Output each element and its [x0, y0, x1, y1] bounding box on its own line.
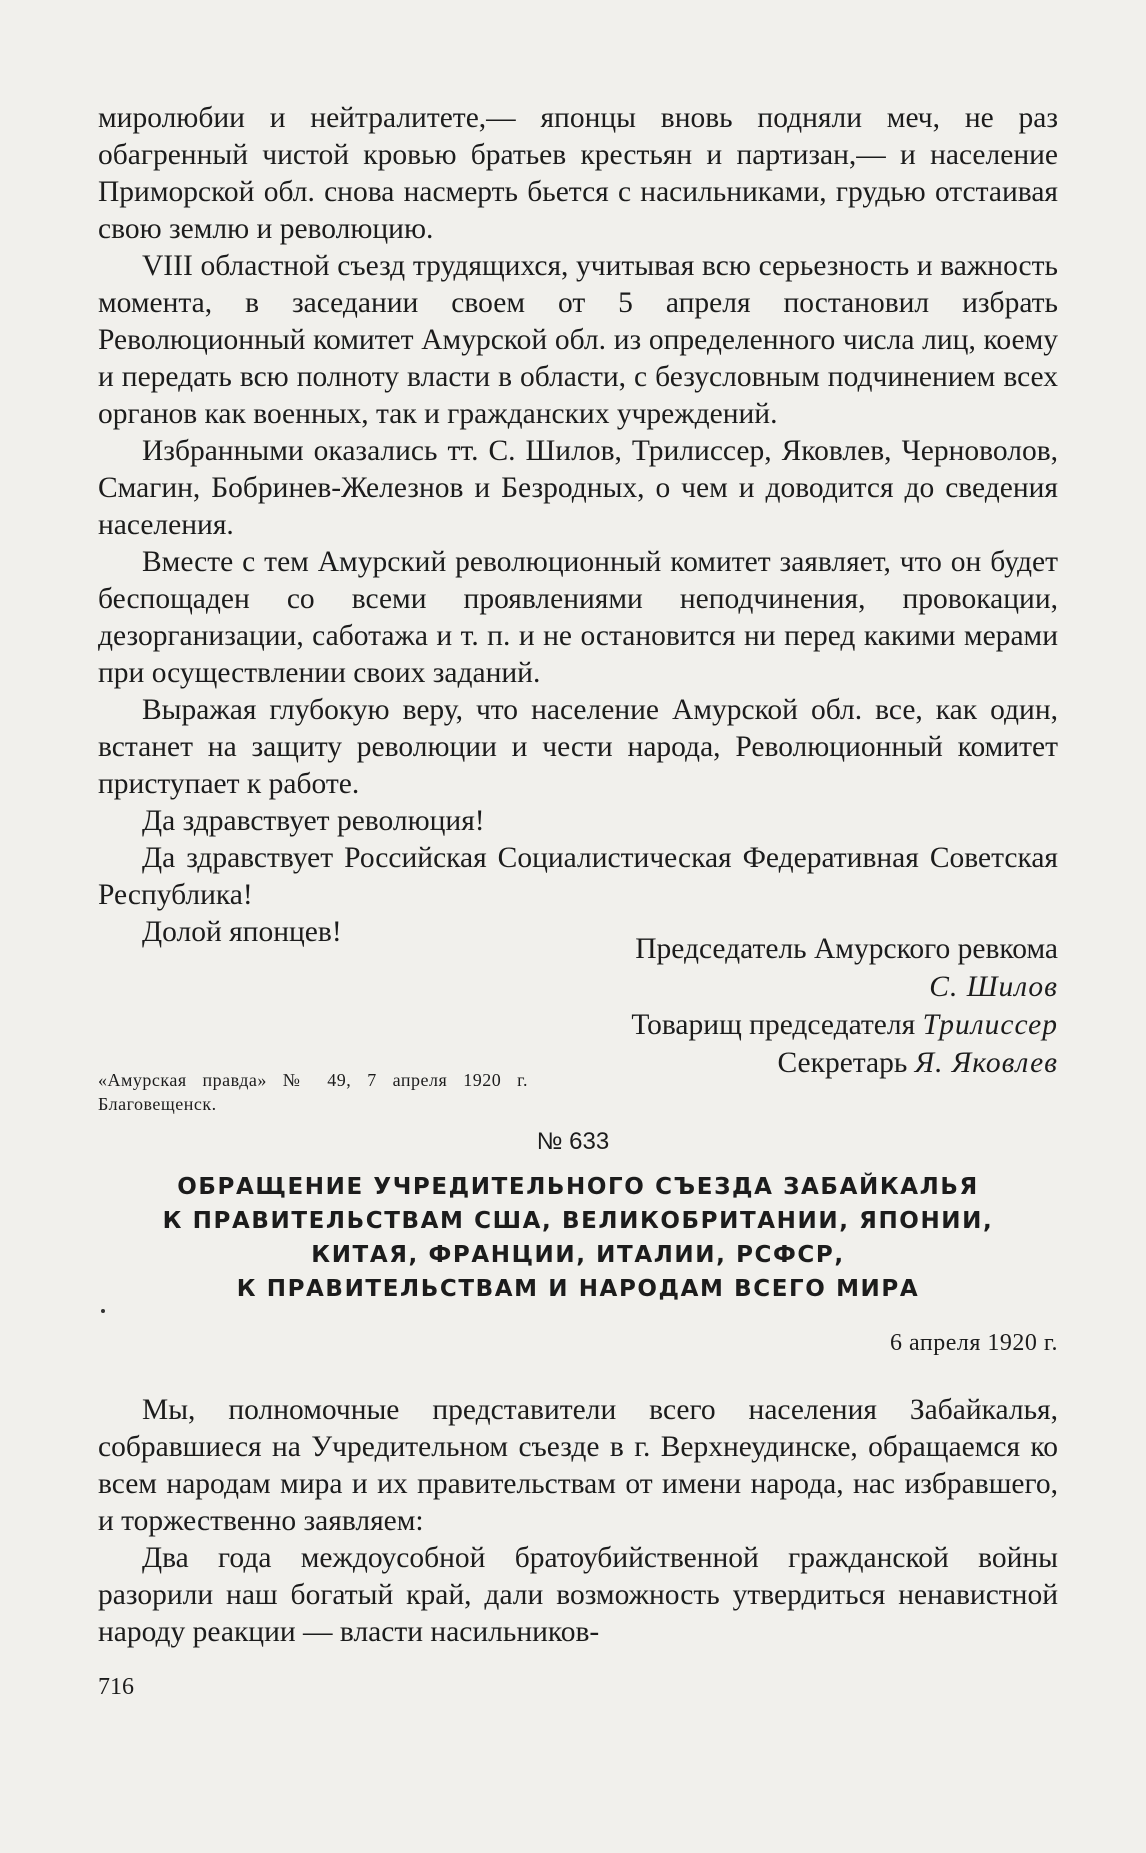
- appeal-body: [98, 1392, 1058, 1651]
- document-date: 6 апреля 1920 г.: [890, 1330, 1058, 1356]
- document-number: № 633: [536, 1128, 610, 1155]
- signature-deputy: [631, 1006, 1058, 1044]
- paragraph-committee-warning: Вместе с тем Амурский революционный комитет заявляет, что он будет беспощаден со всеми проявлениями неподчинения, провокации, дезорганизации, саботажа и т. п. и не остановится ни перед какими мерами при осуществлении своих заданий.: [98, 546, 1058, 689]
- page-number: 716: [98, 1674, 134, 1700]
- heading-line-4: К ПРАВИТЕЛЬСТВАМ И НАРОДАМ ВСЕГО МИРА: [236, 1276, 920, 1302]
- signature-chairman-name-text: С. Шилов: [929, 971, 1058, 1003]
- paragraph-elected-members: Избранными оказались тт. С. Шилов, Трилиссер, Яковлев, Черноволов, Смагин, Бобринев-Железнов и Безродных, о чем и доводится до сведения населения.: [98, 435, 1058, 541]
- slogan-down-japanese: Долой японцев!: [142, 916, 342, 948]
- print-speck: [101, 1309, 105, 1313]
- signature-deputy-title: Товарищ председателя: [631, 1009, 916, 1041]
- signature-secretary: [631, 1044, 1058, 1082]
- slogan-rsfsr: Да здравствует Российская Социалистическая Федеративная Советская Республика!: [98, 842, 1058, 911]
- source-citation: «Амурская правда» № 49, 7 апреля 1920 г. Благовещенск.: [98, 1070, 528, 1114]
- paragraph-committee-start: Выражая глубокую веру, что население Амурской обл. все, как один, встанет на защиту революции и чести народа, Революционный комитет приступает к работе.: [98, 694, 1058, 800]
- signature-secretary-name: Я. Яковлев: [914, 1047, 1058, 1079]
- paragraph-continuation: миролюбии и нейтралитете,— японцы вновь подняли меч, не раз обагренный чистой кровью братьев крестьян и партизан,— и население Приморской обл. снова насмерть бьется с насильниками, грудью отстаивая свою землю и революцию.: [98, 102, 1058, 245]
- document-heading: [98, 1170, 1058, 1306]
- signature-secretary-title: Секретарь: [777, 1047, 908, 1079]
- heading-line-2: К ПРАВИТЕЛЬСТВАМ США, ВЕЛИКОБРИТАНИИ, ЯПОНИИ,: [162, 1208, 994, 1234]
- letter-body: [98, 100, 1058, 951]
- paragraph-civil-war: Два года междоусобной братоубийственной гражданской войны разорили наш богатый край, дали возможность утвердиться ненавистной народу реакции — власти насильников-: [98, 1542, 1058, 1648]
- paragraph-congress-decision: VIII областной съезд трудящихся, учитывая всю серьезность и важность момента, в заседании своем от 5 апреля постановил избрать Революционный комитет Амурской обл. из определенного числа лиц, коему и передать всю полноту власти в области, с безусловным подчинением всех органов как военных, так и гражданских учреждений.: [98, 250, 1058, 430]
- heading-line-1: ОБРАЩЕНИЕ УЧРЕДИТЕЛЬНОГО СЪЕЗДА ЗАБАЙКАЛЬЯ: [177, 1174, 979, 1200]
- signature-block: [631, 930, 1058, 1082]
- signature-deputy-name: Трилиссер: [922, 1009, 1058, 1041]
- signature-chairman-title: Председатель Амурского ревкома: [635, 933, 1058, 965]
- signature-chairman-name: [631, 968, 1058, 1006]
- paragraph-appeal-intro: Мы, полномочные представители всего населения Забайкалья, собравшиеся на Учредительном съезде в г. Верхнеудинске, обращаемся ко всем народам мира и их правительствам от имени народа, нас избравшего, и торжественно заявляем:: [98, 1394, 1058, 1537]
- heading-line-3: КИТАЯ, ФРАНЦИИ, ИТАЛИИ, РСФСР,: [311, 1242, 845, 1268]
- slogan-revolution: Да здравствует революция!: [142, 805, 485, 837]
